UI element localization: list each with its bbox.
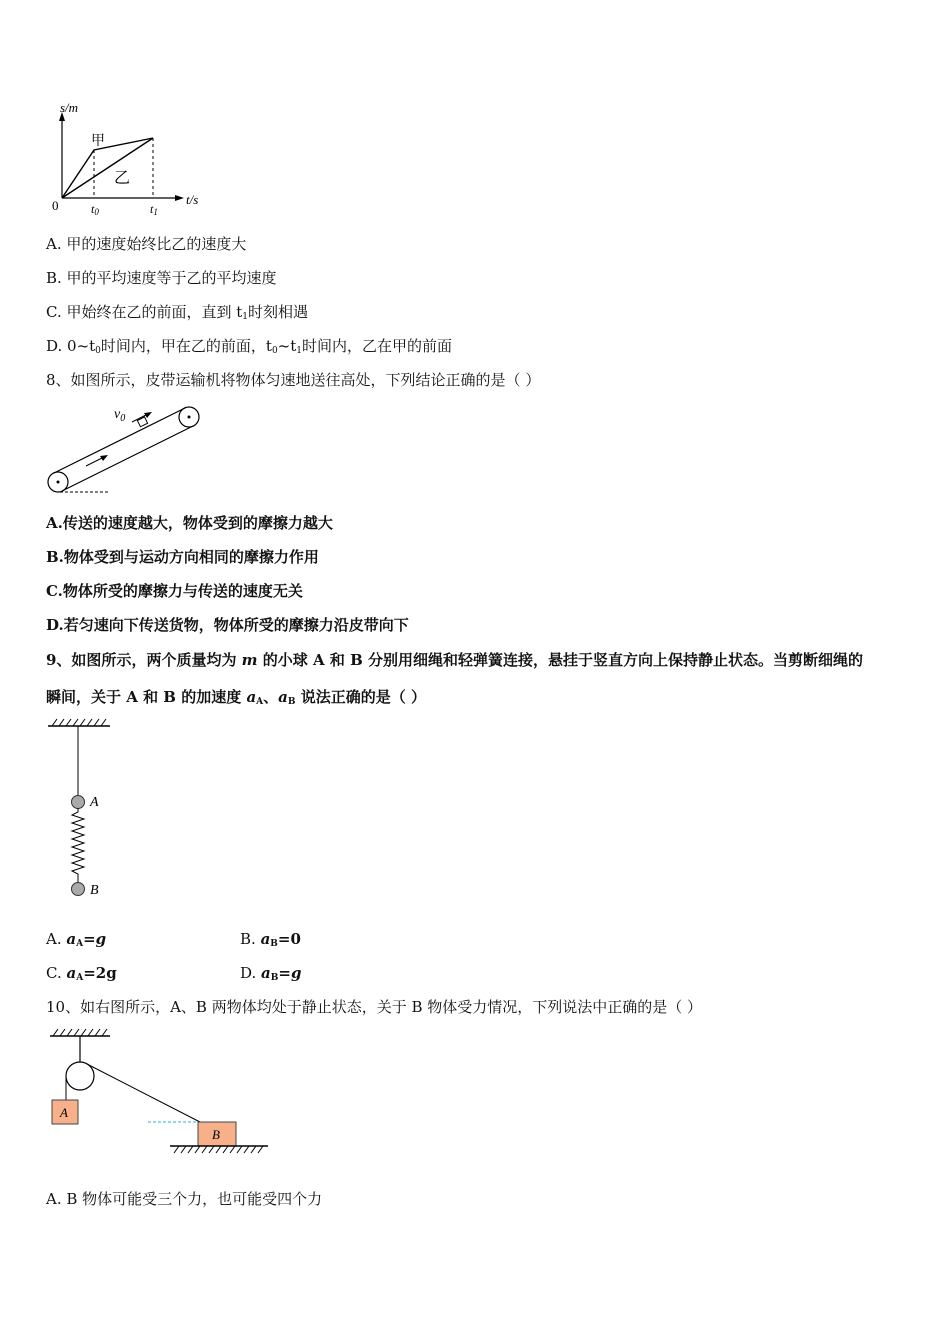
q9-stem2-sep: 、 <box>263 688 279 706</box>
ground-hatch <box>174 1146 263 1153</box>
q9-opt-d-val: =g <box>278 964 302 982</box>
belt-dir-arrow-shaft <box>86 457 104 466</box>
q9-stem-line1 <box>46 650 863 670</box>
q9-stem1-a: 9、如图所示，两个质量均为 <box>46 651 242 669</box>
spring <box>72 808 84 884</box>
q7-option-c-sub: 1 <box>242 312 249 322</box>
q7-option-a: A. 甲的速度始终比乙的速度大 <box>46 235 247 253</box>
rope-to-b <box>87 1064 200 1122</box>
t1-label: t1 <box>150 202 158 217</box>
v0-label: $v_0$ <box>114 407 126 424</box>
q9-opt-d-pre: D. <box>240 964 262 982</box>
upper-pulley-axle <box>188 416 191 419</box>
q9-stem2-s2: B <box>287 697 296 707</box>
origin-label: 0 <box>52 198 59 213</box>
yi-label: 乙 <box>114 170 131 187</box>
q9-opt-a-sub: A <box>76 939 84 949</box>
q10-pulley-svg <box>40 1022 280 1162</box>
q9-opt-b-pre: B. <box>240 930 261 948</box>
q9-opt-c-val: =2g <box>83 964 117 982</box>
q9-stem2-a1: a <box>246 688 257 706</box>
q7-option-d-2: 时间内，甲在乙的前面，t <box>100 337 272 355</box>
q9-opt-a-pre: A. <box>46 930 67 948</box>
q8-conveyor-svg <box>40 400 210 500</box>
t0-label: t0 <box>91 202 99 217</box>
block-b-label: B <box>212 1127 220 1142</box>
q9-option-a <box>46 929 106 954</box>
q7-option-d-sub2: 0 <box>271 346 278 356</box>
q7-option-c-pre: C. 甲始终在乙的前面，直到 t <box>46 303 243 321</box>
q9-spring-svg <box>40 712 120 902</box>
ceiling-hatch <box>52 719 106 726</box>
q9-opt-a-val: =g <box>83 930 107 948</box>
lower-pulley-axle <box>57 481 60 484</box>
y-axis-label: s/m <box>60 100 79 115</box>
q7-option-d-sub3: 1 <box>296 346 303 356</box>
q9-stem2-b: 说法正确的是（ ） <box>295 688 426 706</box>
q9-stem2-a2: a <box>278 688 288 706</box>
q9-option-c <box>46 963 117 988</box>
x-axis-arrow <box>175 195 184 201</box>
q8-stem: 8、如图所示，皮带运输机将物体匀速地送往高处，下列结论正确的是（ ） <box>46 371 541 389</box>
q9-opt-c-sub: A <box>76 973 84 983</box>
ball-b-label: B <box>90 883 99 898</box>
q8-option-c: C.物体所受的摩擦力与传送的速度无关 <box>46 582 303 600</box>
jia-label: 甲 <box>91 134 105 149</box>
q8-option-d: D.若匀速向下传送货物，物体所受的摩擦力沿皮带向下 <box>46 616 409 634</box>
q7-option-d-1: D. 0~t <box>46 337 96 355</box>
q9-stem-line2 <box>46 687 426 712</box>
q9-opt-d-var: a <box>261 964 271 982</box>
q9-stem1-m: m <box>241 651 258 669</box>
ceiling-hatch <box>53 1029 107 1036</box>
ball-a-label: A <box>90 795 99 810</box>
q9-stem1-b: 的小球 A 和 B 分别用细绳和轻弹簧连接，悬挂于竖直方向上保持静止状态。当剪断细绳的 <box>257 651 863 669</box>
q9-spring-figure <box>40 712 120 902</box>
q9-stem2-a: 瞬间，关于 A 和 B 的加速度 <box>46 688 247 706</box>
q7-option-d-3: ~t <box>277 337 297 355</box>
q10-pulley-figure <box>40 1022 280 1162</box>
q8-option-b: B.物体受到与运动方向相同的摩擦力作用 <box>46 548 319 566</box>
pulley-wheel <box>66 1062 94 1090</box>
q7-option-b: B. 甲的平均速度等于乙的平均速度 <box>46 269 277 287</box>
q7-option-c-post: 时刻相遇 <box>248 303 309 321</box>
q9-opt-c-pre: C. <box>46 964 67 982</box>
block-a-label: A <box>60 1105 68 1120</box>
q9-opt-b-val: =0 <box>277 930 301 948</box>
q7-st-graph <box>40 100 220 225</box>
q9-stem2-s1: A <box>256 697 264 707</box>
q9-opt-d-sub: B <box>270 973 279 983</box>
x-axis-label: t/s <box>186 192 199 207</box>
q9-option-b <box>240 929 301 954</box>
q9-opt-a-var: a <box>66 930 77 948</box>
q7-option-d-4: 时间内，乙在甲的前面 <box>302 337 453 355</box>
q10-stem: 10、如右图所示，A、B 两物体均处于静止状态，关于 B 物体受力情况，下列说法中正确的是（ ） <box>46 998 703 1016</box>
q9-opt-b-var: a <box>260 930 271 948</box>
q7-option-d <box>46 336 452 361</box>
q7-graph-svg <box>40 100 220 225</box>
q9-opt-c-var: a <box>66 964 77 982</box>
q9-opt-b-sub: B <box>270 939 278 949</box>
belt-bottom <box>62 426 193 491</box>
ball-a <box>72 796 85 809</box>
q7-option-c <box>46 302 308 327</box>
ball-b <box>72 883 85 896</box>
q10-option-a: A. B 物体可能受三个力，也可能受四个力 <box>46 1190 323 1208</box>
q9-option-d <box>240 963 301 988</box>
q7-option-d-sub1: 0 <box>95 346 101 356</box>
q8-option-a: A.传送的速度越大，物体受到的摩擦力越大 <box>46 514 333 532</box>
q8-conveyor-figure <box>40 400 210 500</box>
